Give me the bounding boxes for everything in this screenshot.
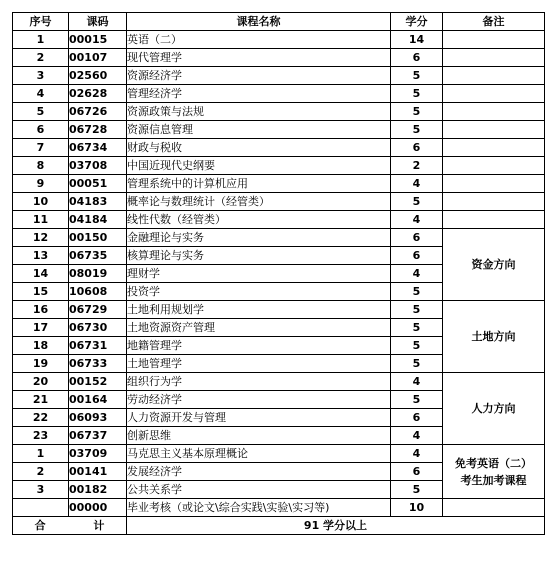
row-seq: 17	[13, 319, 69, 337]
header-credit: 学分	[391, 13, 443, 31]
row-seq: 3	[13, 481, 69, 499]
row-note-empty	[443, 103, 545, 121]
row-course-name: 公共关系学	[127, 481, 391, 499]
note-hr-direction: 人力方向	[443, 373, 545, 445]
row-credit: 4	[391, 445, 443, 463]
row-credit: 5	[391, 391, 443, 409]
row-code: 00015	[69, 31, 127, 49]
course-rows	[13, 31, 545, 517]
course-plan-document	[12, 12, 545, 535]
row-seq: 20	[13, 373, 69, 391]
row-note-empty	[443, 499, 545, 517]
row-seq: 15	[13, 283, 69, 301]
row-seq: 7	[13, 139, 69, 157]
row-credit: 4	[391, 211, 443, 229]
row-seq: 22	[13, 409, 69, 427]
row-credit: 5	[391, 283, 443, 301]
row-credit: 4	[391, 427, 443, 445]
row-seq: 1	[13, 445, 69, 463]
row-seq: 23	[13, 427, 69, 445]
row-credit: 5	[391, 103, 443, 121]
row-seq: 6	[13, 121, 69, 139]
row-course-name: 组织行为学	[127, 373, 391, 391]
row-credit: 2	[391, 157, 443, 175]
row-credit: 4	[391, 175, 443, 193]
row-credit: 10	[391, 499, 443, 517]
row-course-name: 管理经济学	[127, 85, 391, 103]
table-row	[13, 373, 545, 391]
header-row	[13, 13, 545, 31]
row-course-name: 土地资源资产管理	[127, 319, 391, 337]
row-course-name: 管理系统中的计算机应用	[127, 175, 391, 193]
row-code: 06093	[69, 409, 127, 427]
table-row	[13, 31, 545, 49]
row-course-name: 人力资源开发与管理	[127, 409, 391, 427]
row-course-name: 理财学	[127, 265, 391, 283]
row-seq: 10	[13, 193, 69, 211]
table-row	[13, 229, 545, 247]
row-code: 02560	[69, 67, 127, 85]
row-course-name: 土地管理学	[127, 355, 391, 373]
row-seq: 3	[13, 67, 69, 85]
header-name: 课程名称	[127, 13, 391, 31]
row-seq: 2	[13, 463, 69, 481]
row-credit: 6	[391, 139, 443, 157]
row-seq: 14	[13, 265, 69, 283]
row-code: 06737	[69, 427, 127, 445]
row-credit: 14	[391, 31, 443, 49]
note-land-direction: 土地方向	[443, 301, 545, 373]
row-seq: 12	[13, 229, 69, 247]
row-code: 04183	[69, 193, 127, 211]
total-label-right: 计	[93, 519, 105, 532]
total-label-left: 合	[34, 519, 46, 532]
row-note-empty	[443, 175, 545, 193]
row-course-name: 土地利用规划学	[127, 301, 391, 319]
row-course-name: 财政与税收	[127, 139, 391, 157]
row-code: 06734	[69, 139, 127, 157]
row-code: 03709	[69, 445, 127, 463]
row-credit: 5	[391, 355, 443, 373]
row-code: 00141	[69, 463, 127, 481]
row-course-name: 现代管理学	[127, 49, 391, 67]
table-row	[13, 85, 545, 103]
table-row	[13, 445, 545, 463]
total-row	[13, 517, 545, 535]
row-course-name: 资源经济学	[127, 67, 391, 85]
note-exempt-english	[443, 445, 545, 499]
row-seq: 5	[13, 103, 69, 121]
row-code: 06730	[69, 319, 127, 337]
row-credit: 5	[391, 193, 443, 211]
row-credit: 5	[391, 121, 443, 139]
row-course-name: 中国近现代史纲要	[127, 157, 391, 175]
row-credit: 4	[391, 265, 443, 283]
row-seq: 4	[13, 85, 69, 103]
row-credit: 6	[391, 463, 443, 481]
row-seq: 11	[13, 211, 69, 229]
note-exempt-line2: 考生加考课程	[460, 473, 527, 487]
row-course-name: 英语（二）	[127, 31, 391, 49]
row-credit: 4	[391, 373, 443, 391]
row-code: 02628	[69, 85, 127, 103]
row-code: 06731	[69, 337, 127, 355]
row-note-empty	[443, 31, 545, 49]
row-credit: 5	[391, 319, 443, 337]
row-credit: 6	[391, 247, 443, 265]
row-seq: 21	[13, 391, 69, 409]
row-course-name: 发展经济学	[127, 463, 391, 481]
row-course-name: 投资学	[127, 283, 391, 301]
row-seq: 16	[13, 301, 69, 319]
header-seq: 序号	[13, 13, 69, 31]
total-value: 91 学分以上	[127, 517, 545, 535]
row-note-empty	[443, 211, 545, 229]
row-course-name: 毕业考核（或论文\综合实践\实验\实习等)	[127, 499, 391, 517]
table-row	[13, 49, 545, 67]
row-seq: 19	[13, 355, 69, 373]
row-course-name: 资源政策与法规	[127, 103, 391, 121]
table-row	[13, 139, 545, 157]
row-course-name: 劳动经济学	[127, 391, 391, 409]
row-seq: 2	[13, 49, 69, 67]
header-note: 备注	[443, 13, 545, 31]
header-code: 课码	[69, 13, 127, 31]
row-credit: 5	[391, 481, 443, 499]
row-code: 00107	[69, 49, 127, 67]
row-code: 10608	[69, 283, 127, 301]
row-code: 06726	[69, 103, 127, 121]
row-seq: 13	[13, 247, 69, 265]
row-seq: 9	[13, 175, 69, 193]
row-note-empty	[443, 157, 545, 175]
row-course-name: 核算理论与实务	[127, 247, 391, 265]
row-course-name: 金融理论与实务	[127, 229, 391, 247]
row-course-name: 概率论与数理统计（经管类）	[127, 193, 391, 211]
row-code: 00164	[69, 391, 127, 409]
row-code: 00152	[69, 373, 127, 391]
row-code: 00051	[69, 175, 127, 193]
row-seq	[13, 499, 69, 517]
row-course-name: 地籍管理学	[127, 337, 391, 355]
row-seq: 18	[13, 337, 69, 355]
table-row	[13, 193, 545, 211]
row-credit: 6	[391, 229, 443, 247]
row-code: 00182	[69, 481, 127, 499]
row-code: 00150	[69, 229, 127, 247]
row-course-name: 马克思主义基本原理概论	[127, 445, 391, 463]
row-note-empty	[443, 85, 545, 103]
table-row	[13, 67, 545, 85]
row-credit: 5	[391, 85, 443, 103]
row-course-name: 线性代数（经管类）	[127, 211, 391, 229]
table-row	[13, 499, 545, 517]
table-row	[13, 103, 545, 121]
row-code: 08019	[69, 265, 127, 283]
table-row	[13, 157, 545, 175]
row-code: 03708	[69, 157, 127, 175]
row-code: 06735	[69, 247, 127, 265]
row-note-empty	[443, 193, 545, 211]
total-label	[13, 517, 127, 535]
row-seq: 1	[13, 31, 69, 49]
row-note-empty	[443, 121, 545, 139]
row-credit: 6	[391, 49, 443, 67]
table-row	[13, 121, 545, 139]
course-table	[12, 12, 545, 535]
row-course-name: 创新思维	[127, 427, 391, 445]
row-credit: 6	[391, 409, 443, 427]
note-finance-direction: 资金方向	[443, 229, 545, 301]
note-exempt-line1: 免考英语（二）	[455, 456, 532, 470]
table-row	[13, 301, 545, 319]
row-credit: 5	[391, 337, 443, 355]
row-course-name: 资源信息管理	[127, 121, 391, 139]
row-note-empty	[443, 67, 545, 85]
row-credit: 5	[391, 301, 443, 319]
row-code: 04184	[69, 211, 127, 229]
row-note-empty	[443, 49, 545, 67]
row-code: 06729	[69, 301, 127, 319]
table-row	[13, 175, 545, 193]
table-row	[13, 211, 545, 229]
row-code: 06728	[69, 121, 127, 139]
row-code: 06733	[69, 355, 127, 373]
row-credit: 5	[391, 67, 443, 85]
row-code: 00000	[69, 499, 127, 517]
row-seq: 8	[13, 157, 69, 175]
row-note-empty	[443, 139, 545, 157]
